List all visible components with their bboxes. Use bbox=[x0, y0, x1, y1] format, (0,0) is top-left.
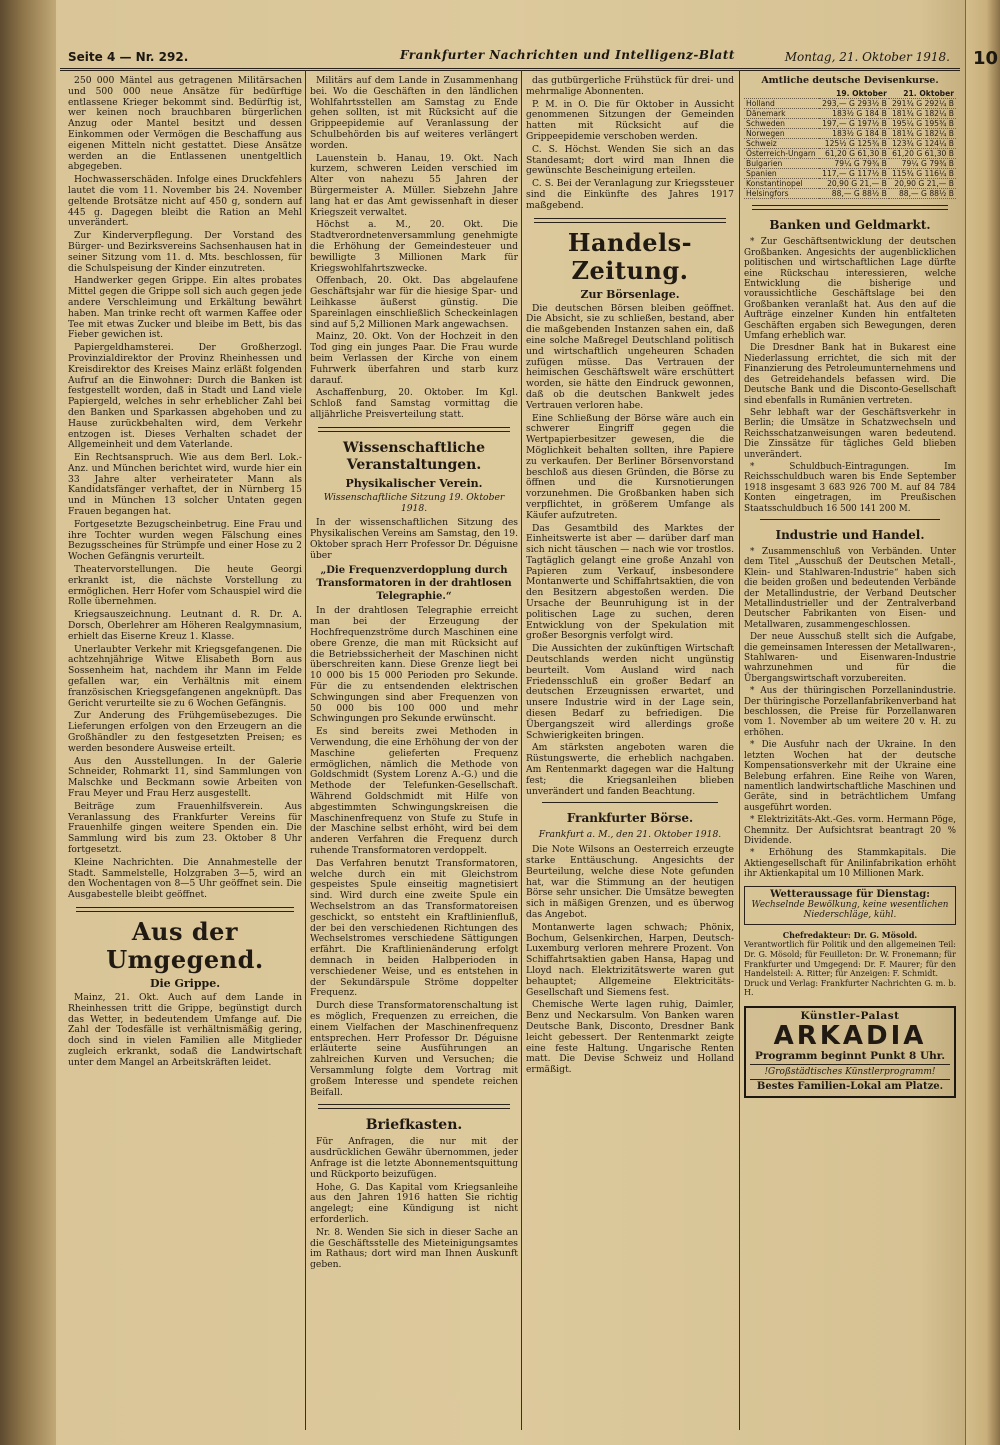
left-binding-edge bbox=[0, 0, 56, 1445]
table-cell: 79¼ G 79¾ B bbox=[819, 159, 889, 169]
table-cell: 61,20 G 61,30 B bbox=[889, 149, 956, 159]
table-header-cell: 19. Oktober bbox=[819, 89, 889, 99]
table-row bbox=[744, 189, 956, 199]
article-title-frankfurter-boerse: Frankfurter Börse. bbox=[566, 811, 694, 826]
article-paragraph: Lauenstein b. Hanau, 19. Okt. Nach kurzem, schweren Leiden verschied im Alter von nahezu 55 Jahren der Bürgermeister A. Müller. Siebzehn Jahre lang hat er das Amt gewissenhaft in dieser Kriegszeit verwaltet. bbox=[310, 152, 518, 218]
table-cell: 61,20 G 61,30 B bbox=[819, 149, 889, 159]
article-paragraph: Die Dresdner Bank hat in Bukarest eine Niederlassung errichtet, die sich mit der Finanzierung des Petroleumunternehmens und des Getreidehandels befassen wird. Die Deutsche Bank und die Disconto-Gesellschaft sind ebenfalls in Rumänien vertreten. bbox=[744, 343, 956, 406]
table-cell: 293,— G 293½ B bbox=[819, 99, 889, 109]
section-title-umgegend: Aus der Umgegend. bbox=[106, 916, 264, 974]
article-paragraph: Fortgesetzte Bezugscheinbetrug. Eine Frau und ihre Tochter wurden wegen Fälschung eines Bezugsscheines für Strümpfe und einer Hose zu 2 Wochen Gefängnis verurteilt. bbox=[68, 518, 302, 563]
article-paragraph: das gutbürgerliche Frühstück für drei- und mehrmalige Abonnenten. bbox=[526, 76, 734, 97]
issue-date: Montag, 21. Oktober 1918. bbox=[784, 50, 950, 64]
science-subtitle: Physikalischer Verein. bbox=[345, 476, 483, 490]
article-paragraph: Das Gesamtbild des Marktes der Einheitswerte ist aber — darüber darf man sich nicht täuschen — nach wie vor trostlos. Tagtäglich gelangt eine große Anzahl von Papieren zum Verkauf, insbesondere Montanwerte und Schiffahrtsaktien, die von den Besitzern abgestoßen werden. Die Ursache der Beunruhigung ist in der politischen Lage zu suchen, deren Entwicklung von der Spekulation mit großer Besorgnis verfolgt wird. bbox=[526, 522, 734, 642]
weather-title: Wetteraussage für Dienstag: bbox=[770, 888, 930, 900]
table-row bbox=[744, 129, 956, 139]
article-paragraph: Mainz, 21. Okt. Auch auf dem Lande in Rheinhessen tritt die Grippe, begünstigt durch das Wetter, in bedeutendem Umfange auf. Die Zahl der Todesfälle ist verhältnismäßig gering, doch sind in vielen Familien alle Mitglieder zugleich erkrankt, sodaß die Landwirtschaft unter dem Mangel an Arbeitskräften leidet. bbox=[68, 991, 302, 1068]
table-cell: 88,— G 88½ B bbox=[819, 189, 889, 199]
article-paragraph: Für Anfragen, die nur mit der ausdrücklichen Gewähr übernommen, jeder Anfrage ist die letzte Abonnementsquittung und Rückporto beizufügen. bbox=[310, 1136, 518, 1180]
article-paragraph: Papiergeldhamsterei. Der Großherzogl. Provinzialdirektor der Provinz Rheinhessen und Kreisdirektor des Kreises Mainz erläßt folgenden Aufruf an die Einwohner: Durch die Banken ist festgestellt worden, daß in Stadt und Land viele Papiergeld, welches in sehr erheblicher Zahl bei den Banken und Sparkassen abgehoben und zu Hause zurückbehalten wird, dem Verkehr entzogen ist. Dieses Verhalten schadet der Allgemeinheit und dem Vaterlande. bbox=[68, 342, 302, 451]
newspaper-title: Frankfurter Nachrichten und Intelligenz-Blatt bbox=[400, 48, 735, 62]
right-page-edge bbox=[965, 0, 1000, 1445]
article-divider bbox=[760, 519, 940, 520]
section-divider bbox=[534, 218, 726, 223]
exchange-rates-table bbox=[744, 89, 956, 199]
table-cell: Dänemark bbox=[744, 109, 819, 119]
table-cell: 183½ G 184 B bbox=[819, 109, 889, 119]
article-paragraph: Theatervorstellungen. Die heute Georgi erkrankt ist, die nächste Vorstellung zu ermöglichen. Herr Hofer vom Schauspiel wird die Rolle übernehmen. bbox=[68, 564, 302, 608]
table-cell: Holland bbox=[744, 99, 819, 109]
article-paragraph: C. S. Höchst. Wenden Sie sich an das Standesamt; dort wird man Ihnen die gewünschte Bescheinigung erteilen. bbox=[526, 143, 734, 177]
article-paragraph: Das Verfahren benutzt Transformatoren, welche durch ein mit Gleichstrom gespeistes Spule einseitig magnetisiert sind. Wird durch eine zweite Spule ein Wechselstrom an das Transformatoreisen geschickt, so entsteht ein Kraftlinienfluß, der bei den verschiedenen Richtungen des Wechselstromes verschiedene Sättigungen erfährt. Die Kraftlinienänderung erfolgt demnach in beiden Halbperioden in verschiedener Weise, und es entstehen in der Sekundärspule Ströme doppelter Frequenz. bbox=[310, 857, 518, 999]
column-regional-science bbox=[310, 76, 518, 1421]
article-paragraph: * Zusammenschluß von Verbänden. Unter dem Titel „Ausschuß der Deutschen Metall-, Klein- und Stahlwaren-Industrie“ haben sich die beiden großen und bedeutenden Verbände der Metallindustrie, der Verband Deutscher Metallindustrieller und der Zentralverband Deutscher Fabrikanten von Eisen- und Metallwaren, zusammengeschlossen. bbox=[744, 546, 956, 630]
article-paragraph: Beiträge zum Frauenhilfsverein. Aus Veranlassung des Frankfurter Vereins für Frauenhilfe gingen weitere Spenden ein. Die Sammlung wird bis zum 23. Oktober 8 Uhr fortgesetzt. bbox=[68, 800, 302, 855]
weather-forecast-box bbox=[744, 886, 956, 925]
table-cell: Spanien bbox=[744, 169, 819, 179]
article-paragraph: Zur Anderung des Frühgemüsebezuges. Die Lieferungen erfolgen von den Erzeugern an die Großhändler zu den festgesetzten Preisen; es werden besondere Ausweise erteilt. bbox=[68, 710, 302, 754]
table-cell: 20,90 G 21,— B bbox=[889, 179, 956, 189]
section-divider bbox=[752, 205, 948, 210]
article-paragraph: * Zur Geschäftsentwicklung der deutschen Großbanken. Angesichts der augenblicklichen politischen und wirtschaftlichen Lage dürfte eine Rückschau interessieren, welche Entwicklung die bisherige und voraussichtliche Geschäftslage bei den Großbanken veranlaßt hat. Aus den auf die Aufträge einzelner Kunden hin entfalteten Geschäften ergaben sich Bewegungen, deren Umfang erheblich war. bbox=[744, 237, 956, 342]
article-paragraph: Handwerker gegen Grippe. Ein altes probates Mittel gegen die Grippe soll sich auch gegen jede andere Verschleimung und Erkältung bewährt haben. Man trinke recht oft warmen Kaffee oder Tee mit etwas Zucker und bleibe im Bett, bis das Fieber gewichen ist. bbox=[68, 275, 302, 341]
column-rule bbox=[739, 70, 740, 1430]
article-paragraph: C. S. Bei der Veranlagung zur Kriegssteuer sind die Einkünfte des Jahres 1917 maßgebend. bbox=[526, 178, 734, 211]
imprint-responsible: Verantwortlich für Politik und den allgemeinen Teil: Dr. G. Mösold; für Feuilleton: Dr. W. Fronemann; für Frankfurter und Umgegend: Dr. F. Maurer; für den Handelsteil: A. Ritter; für Anzeigen: F. Schmidt. bbox=[744, 940, 956, 979]
article-paragraph: Es sind bereits zwei Methoden in Verwendung, die eine Erhöhung der von der Maschine gelieferten Frequenz ermöglichen, nämlich die Methode von Goldschmidt (System Lorenz A.-G.) und die Methode der Telefunken-Gesellschaft. Während Goldschmidt mit Hilfe von abgestimmten Schwingungskreisen die Maschinenfrequenz von Stufe zu Stufe in der Maschine selbst erhöht, wird bei dem anderen Verfahren die Frequenz durch ruhende Transformatoren verdoppelt. bbox=[310, 726, 518, 857]
column-rule bbox=[521, 70, 522, 1430]
article-title-grippe: Die Grippe. bbox=[149, 976, 221, 990]
section-title-industrie: Industrie und Handel. bbox=[775, 527, 925, 542]
article-paragraph: Sehr lebhaft war der Geschäftsverkehr in Berlin; die Umsätze in Schatzwechseln und Reichsschatzanweisungen waren bedeutend. Die Zinssätze für tägliches Geld blieben unverändert. bbox=[744, 407, 956, 460]
table-row bbox=[744, 169, 956, 179]
article-paragraph: Nr. 8. Wenden Sie sich in dieser Sache an die Geschäftsstelle des Mieteinigungsamtes im Rathaus; dort wird man Ihnen Auskunft geben. bbox=[310, 1226, 518, 1271]
table-cell: Konstantinopel bbox=[744, 179, 819, 189]
weather-text: Wechselnde Bewölkung, keine wesentlichen Niederschläge, kühl. bbox=[751, 899, 949, 921]
science-dateline: Wissenschaftliche Sitzung 19. Oktober 1918. bbox=[323, 491, 505, 514]
table-cell: 115¾ G 116¼ B bbox=[889, 169, 956, 179]
article-paragraph: Mainz, 20. Okt. Von der Hochzeit in den Tod ging ein junges Paar. Die Frau wurde beim Verlassen der Kirche von einem Fuhrwerk überfahren und starb kurz darauf. bbox=[310, 331, 518, 386]
page-number: Seite 4 — Nr. 292. bbox=[68, 50, 189, 64]
table-cell: 197,— G 197½ B bbox=[819, 119, 889, 129]
column-finance bbox=[744, 76, 956, 1421]
ad-slogan: Bestes Familien-Lokal am Platze. bbox=[750, 1079, 950, 1092]
rates-table-title: Amtliche deutsche Devisenkurse. bbox=[761, 76, 939, 86]
article-paragraph: Offenbach, 20. Okt. Das abgelaufene Geschäftsjahr war für die hiesige Spar- und Leihkasse äußerst günstig. Die Spareinlagen einschließlich Scheckeinlagen sind auf 5,2 Millionen Mark angewachsen. bbox=[310, 275, 518, 330]
ad-program-time: Programm beginnt Punkt 8 Uhr. bbox=[754, 1050, 946, 1063]
section-title-banken: Banken und Geldmarkt. bbox=[769, 218, 931, 233]
article-divider bbox=[542, 802, 718, 803]
table-cell: Helsingfors bbox=[744, 189, 819, 199]
article-paragraph: Höchst a. M., 20. Okt. Die Stadtverordnetenversammlung genehmigte die Erhöhung der Gemeindesteuer und bewilligte 3 Millionen Mark für Kriegswohlfahrtszwecke. bbox=[310, 219, 518, 274]
table-cell: Norwegen bbox=[744, 129, 819, 139]
table-cell: Österreich-Ungarn bbox=[744, 149, 819, 159]
section-divider bbox=[76, 907, 294, 912]
article-paragraph: P. M. in O. Die für Oktober in Aussicht genommenen Sitzungen der Gemeinden hatten mit Rücksicht auf die Grippeepidemie verschoben werden. bbox=[526, 98, 734, 142]
article-paragraph: Kriegsauszeichnung. Leutnant d. R. Dr. A. Dorsch, Oberlehrer am Höheren Realgymnasium, erhielt das Eiserne Kreuz 1. Klasse. bbox=[68, 609, 302, 642]
table-cell: 20,90 G 21,— B bbox=[819, 179, 889, 189]
article-paragraph: Zur Kinderverpflegung. Der Vorstand des Bürger- und Bezirksvereins Sachsenhausen hat in seiner Sitzung vom 11. d. Mts. beschlossen, für die Schulspeisung der Kinder einzutreten. bbox=[68, 230, 302, 274]
article-paragraph: Unerlaubter Verkehr mit Kriegsgefangenen. Die achtzehnjährige Witwe Elisabeth Born aus Sossenheim hat, nachdem ihr Mann im Felde gefallen war, ein Verhältnis mit einem französischen Kriegsgefangenen angeknüpft. Das Gericht verurteilte sie zu 6 Wochen Gefängnis. bbox=[68, 643, 302, 709]
imprint bbox=[744, 931, 956, 998]
article-paragraph: Hohe, G. Das Kapital vom Kriegsanleihe aus den Jahren 1916 hatten Sie richtig angelegt; eine Kündigung ist nicht erforderlich. bbox=[310, 1181, 518, 1225]
article-paragraph: In der drahtlosen Telegraphie erreicht man bei der Erzeugung der Hochfrequenzströme durch Maschinen eine obere Grenze, die man mit Rücksicht auf die Betriebssicherheit der Maschinen nicht überschreiten kann. Diese Grenze liegt bei 10 000 bis 15 000 Perioden pro Sekunde. Für die zu entsendenden elektrischen Schwingungen sind aber Frequenzen von 50 000 bis 100 000 und mehr Schwingungen pro Sekunde erwünscht. bbox=[310, 605, 518, 725]
table-row bbox=[744, 179, 956, 189]
article-paragraph: Chemische Werte lagen ruhig, Daimler, Benz und Neckarsulm. Von Banken waren Deutsche Bank, Disconto, Dresdner Bank leicht gebessert. Der Rentenmarkt zeigte eine feste Haltung. Ungarische Renten matt. Die Devise Schweiz und Holland ermäßigt. bbox=[526, 999, 734, 1076]
article-paragraph: Aus den Ausstellungen. In der Galerie Schneider, Rohmarkt 11, sind Sammlungen von Malschke und Beckmann sowie Arbeiten von Frau Meyer und Frau Herz ausgestellt. bbox=[68, 755, 302, 799]
table-cell: 88,— G 88½ B bbox=[889, 189, 956, 199]
table-cell: 181¾ G 182¼ B bbox=[889, 129, 956, 139]
ad-venue-name: ARKADIA bbox=[773, 1021, 927, 1052]
article-paragraph: Die deutschen Börsen bleiben geöffnet. Die Absicht, sie zu schließen, bestand, aber die maßgebenden Instanzen sahen ein, daß eine solche Maßregel Deutschland politisch und wirtschaftlich ungeheuren Schaden zufügen müsse. Das Vertrauen der heimischen Geschäftswelt wäre erschüttert worden, sie hätte den Eindruck gewonnen, daß ob die deutschen Bankwelt jedes Vertrauen verloren habe. bbox=[526, 302, 734, 411]
table-row bbox=[744, 99, 956, 109]
column-local-news bbox=[68, 76, 302, 1366]
advertisement-arkadia bbox=[744, 1006, 956, 1098]
table-cell: Bulgarien bbox=[744, 159, 819, 169]
article-paragraph: * Erhöhung des Stammkapitals. Die Aktiengesellschaft für Anilinfabrikation erhöht ihr Aktienkapital um 10 Millionen Mark. bbox=[744, 848, 956, 880]
next-page-number: 10 bbox=[972, 48, 998, 69]
table-cell: 195¼ G 195¾ B bbox=[889, 119, 956, 129]
article-paragraph: * Die Ausfuhr nach der Ukraine. In den letzten Wochen hat der deutsche Kompensationsverkehr mit der Ukraine eine Belebung erfahren. Eine Reihe von Waren, namentlich landwirtschaftliche Maschinen und Geräte, sind in beträchtlichem Umfang ausgeführt worden. bbox=[744, 740, 956, 813]
section-title-briefkasten: Briefkasten. bbox=[365, 1117, 463, 1134]
section-divider bbox=[318, 1104, 510, 1109]
article-paragraph: Der neue Ausschuß stellt sich die Aufgabe, die gemeinsamen Interessen der Metallwaren-, Stahlwaren- und Eisenwaren-Industrie wahrzunehmen und für die Übergangswirtschaft vorzubereiten. bbox=[744, 632, 956, 684]
article-paragraph: Eine Schließung der Börse wäre auch ein schwerer Eingriff gegen die Wertpapierbesitzer gewesen, die die Möglichkeit behalten sollten, ihre Papiere zu verkaufen. Der Berliner Börsenvorstand beschloß aus diesen Gründen, die Börse zu öffnen und die Kursnotierungen vorzunehmen. Die Großbanken haben sich verpflichtet, in größerem Umfange als Käufer aufzutreten. bbox=[526, 412, 734, 521]
ad-program-note: !Großstädtisches Künstlerprogramm! bbox=[750, 1064, 950, 1077]
column-rule bbox=[305, 70, 306, 1430]
article-paragraph: Montanwerte lagen schwach; Phönix, Bochum, Gelsenkirchen, Harpen, Deutsch-Luxemburg verloren mehrere Prozent. Von Schiffahrtsaktien gaben Hansa, Hapag und Lloyd nach. Elektrizitätswerte waren gut behauptet; Allgemeine Elektricitäts-Gesellschaft und Siemens fest. bbox=[526, 921, 734, 998]
imprint-editor: Chefredakteur: Dr. G. Mösold. bbox=[782, 929, 918, 940]
article-title-boersenlage: Zur Börsenlage. bbox=[580, 287, 680, 301]
table-header-cell: 21. Oktober bbox=[889, 89, 956, 99]
article-paragraph: Am stärksten angeboten waren die Rüstungswerte, die erheblich nachgaben. Am Rentenmarkt dagegen war die Haltung fest; die Kriegsanleihen blieben unverändert und fanden Beachtung. bbox=[526, 742, 734, 797]
table-cell: Schweiz bbox=[744, 139, 819, 149]
boerse-dateline: Frankfurt a. M., den 21. Oktober 1918. bbox=[538, 829, 722, 841]
article-paragraph: * Schuldbuch-Eintragungen. Im Reichsschuldbuch waren bis Ende September 1918 insgesamt 3 683 926 700 M. auf 84 784 Konten eingetragen, im Preußischen Staatsschuldbuch 16 500 141 200 M. bbox=[744, 461, 956, 514]
section-title-handels-zeitung: Handels-Zeitung. bbox=[567, 227, 693, 285]
table-cell: 123¾ G 124¼ B bbox=[889, 139, 956, 149]
table-cell: 181¾ G 182¼ B bbox=[889, 109, 956, 119]
article-paragraph: Die Note Wilsons an Oesterreich erzeugte starke Enttäuschung. Angesichts der Beurteilung, welche diese Note gefunden hat, war die Stimmung an der heutigen Börse sehr unsicher. Die Umsätze bewegten sich in mäßigen Grenzen, und es überwog das Angebot. bbox=[526, 844, 734, 920]
column-handels-zeitung bbox=[526, 76, 734, 1421]
ad-venue-type: Künstler-Palast bbox=[800, 1009, 900, 1022]
table-cell: 79¼ G 79¾ B bbox=[889, 159, 956, 169]
table-cell: 183½ G 184 B bbox=[819, 129, 889, 139]
article-paragraph: * Aus der thüringischen Porzellanindustrie. Der thüringische Porzellanfabrikenverband hat beschlossen, die Preise für Porzellanwaren vom 1. November ab um weitere 20 v. H. zu erhöhen. bbox=[744, 686, 956, 738]
section-divider bbox=[318, 427, 510, 432]
table-row bbox=[744, 109, 956, 119]
imprint-publisher: Druck und Verlag: Frankfurter Nachrichten G. m. b. H. bbox=[744, 978, 956, 998]
article-paragraph: Hochwasserschäden. Infolge eines Druckfehlers lautet die vom 11. November bis 24. November geltende Brotsätze nicht auf 450 g, sondern auf 445 g. Dagegen bleibt die Ration an Mehl unverändert. bbox=[68, 174, 302, 229]
table-row bbox=[744, 159, 956, 169]
lecture-topic: „Die Frequenzverdopplung durch Transformatoren in der drahtlosen Telegraphie.“ bbox=[316, 565, 512, 603]
table-cell: 117,— G 117½ B bbox=[819, 169, 889, 179]
article-paragraph: Ein Rechtsanspruch. Wie aus dem Berl. Lok.-Anz. und München berichtet wird, wurde hier ein 33 Jahre alter verheirateter Mann als Kandidatsfänger verhaftet, der in Nürnberg 15 und in München 13 solcher Untaten gegen Frauen begangen hat. bbox=[68, 452, 302, 518]
article-paragraph: In der wissenschaftlichen Sitzung des Physikalischen Vereins am Samstag, den 19. Oktober sprach Herr Professor Dr. Déguisne über bbox=[310, 517, 518, 561]
table-row bbox=[744, 139, 956, 149]
article-paragraph: * Elektrizitäts-Akt.-Ges. vorm. Hermann Pöge, Chemnitz. Der Aufsichtsrat beantragt 20 % Dividende. bbox=[744, 815, 956, 846]
table-cell: 125½ G 125¾ B bbox=[819, 139, 889, 149]
article-paragraph: Militärs auf dem Lande in Zusammenhang bei. Wo die Geschäften in den ländlichen Wohlfahrtsstellen am Samstag zu Ende gehen sollten, ist mit Rücksicht auf die Grippeepidemie auf Veranlassung der Schulbehörden bis auf weiteres verlängert worden. bbox=[310, 76, 518, 151]
table-row bbox=[744, 149, 956, 159]
table-header-row bbox=[744, 89, 956, 99]
article-paragraph: Kleine Nachrichten. Die Annahmestelle der Stadt. Sammelstelle, Holzgraben 3—5, wird an den Wochentagen von 8—5 Uhr geöffnet sein. Die Ausgabestelle bleibt geöffnet. bbox=[68, 856, 302, 901]
section-title-science: Wissenschaftliche Veranstaltungen. bbox=[342, 439, 486, 473]
table-cell: 291¾ G 292¼ B bbox=[889, 99, 956, 109]
table-row bbox=[744, 119, 956, 129]
article-paragraph: Durch diese Transformatorenschaltung ist es möglich, Frequenzen zu erreichen, die einem Vielfachen der Maschinenfrequenz entsprechen. Herr Professor Dr. Déguisne erläuterte seine Ausführungen an zahlreichen Kurven und Versuchen; die Versammlung folgte dem Vortrag mit großem Interesse und spendete reichen Beifall. bbox=[310, 1000, 518, 1098]
article-paragraph: Die Aussichten der zukünftigen Wirtschaft Deutschlands werden nicht ungünstig beurteilt. Vom Ausland wird nach Friedensschluß ein großer Bedarf an deutschen Erzeugnissen erwartet, und unsere Industrie wird in der Lage sein, diesen Bedarf zu befriedigen. Die Übergangszeit wird allerdings große Schwierigkeiten bringen. bbox=[526, 643, 734, 741]
article-paragraph: 250 000 Mäntel aus getragenen Militärsachen und 500 000 neue Ansätze für bedürftige entlassene Krieger bekommt sind. Bedürftig ist, wer keinen noch brauchbaren bürgerlichen Anzug oder Mantel besitzt und dessen Einkommen oder Vermögen die Beschaffung aus eigenen Mitteln nicht gestattet. Diese Ansätze werden an die Entlassenen unentgeltlich abgegeben. bbox=[68, 76, 302, 173]
article-paragraph: Aschaffenburg, 20. Oktober. Im Kgl. Schloß fand Samstag vormittag die alljährliche Preisverteilung statt. bbox=[310, 387, 518, 420]
table-cell: Schweden bbox=[744, 119, 819, 129]
page-header bbox=[60, 46, 960, 71]
table-header-cell bbox=[744, 89, 819, 99]
